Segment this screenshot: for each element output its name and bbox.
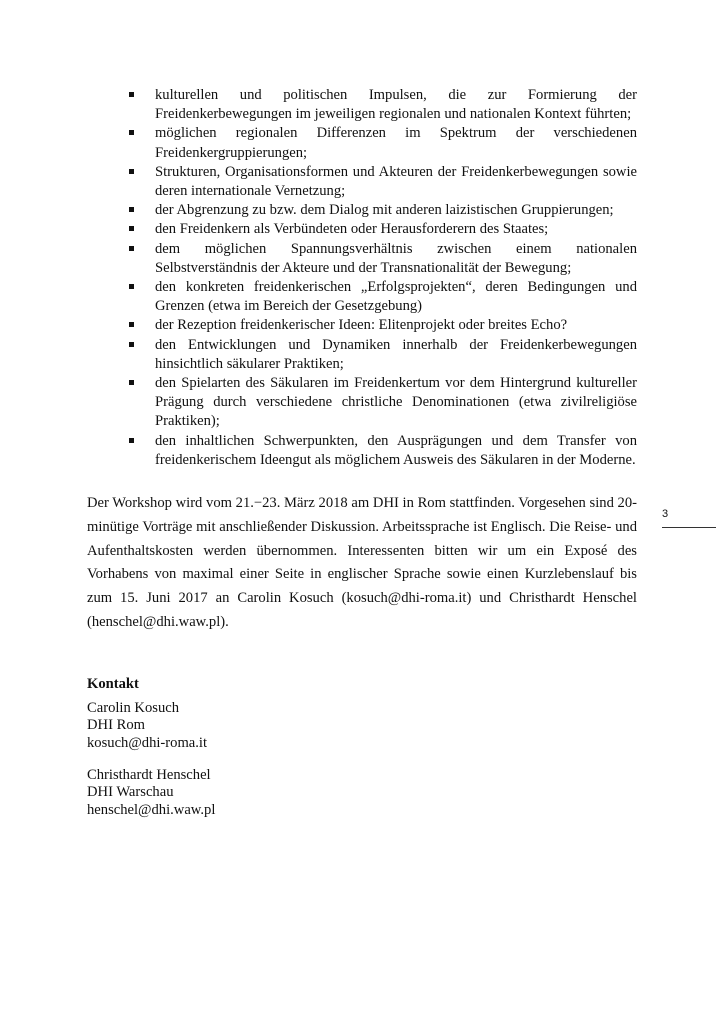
bullet-item — [127, 201, 637, 220]
square-bullet-icon — [129, 246, 134, 251]
square-bullet-icon — [129, 207, 134, 212]
square-bullet-icon — [129, 226, 134, 231]
bullet-text: den Spielarten des Säkularen im Freidenkertum vor dem Hintergrund kultureller Prägung durch verschiedene christliche Denominationen (etwa zivilreligiöse Praktiken); — [155, 375, 637, 430]
square-bullet-icon — [129, 438, 134, 443]
bullet-text: den Freidenkern als Verbündeten oder Herausforderern des Staates; — [155, 221, 549, 238]
square-bullet-icon — [129, 169, 134, 174]
bullet-text: der Abgrenzung zu bzw. dem Dialog mit anderen laizistischen Gruppierungen; — [155, 202, 614, 219]
bullet-item — [127, 124, 637, 162]
topic-bullet-list — [127, 86, 637, 470]
contact-name: Christhardt Henschel — [87, 767, 211, 783]
contact-institute: DHI Warschau — [87, 784, 174, 801]
bullet-text: Strukturen, Organisationsformen und Akteuren der Freidenkerbewegungen sowie deren internationale Vernetzung; — [155, 163, 637, 200]
page-number: 3 — [662, 508, 669, 520]
bullet-text: den konkreten freidenkerischen „Erfolgsprojekten“, deren Bedingungen und Grenzen (etwa im Bereich der Gesetzgebung) — [155, 279, 637, 315]
square-bullet-icon — [129, 342, 134, 347]
bullet-text: kulturellen und politischen Impulsen, die zur Formierung der Freidenkerbewegungen im jeweiligen regionalen und nationalen Kontext führten; — [155, 87, 637, 123]
contact-email: kosuch@dhi-roma.it — [87, 734, 208, 751]
bullet-item — [127, 278, 637, 316]
contact-email: henschel@dhi.waw.pl — [87, 801, 216, 818]
bullet-item — [127, 163, 637, 201]
contact-name: Carolin Kosuch — [87, 700, 180, 716]
bullet-text: den Entwicklungen und Dynamiken innerhalb der Freidenkerbewegungen hinsichtlich säkularer Praktiken; — [155, 336, 637, 372]
square-bullet-icon — [129, 92, 134, 97]
contact-block — [87, 700, 207, 752]
bullet-item — [127, 220, 637, 239]
square-bullet-icon — [129, 130, 134, 135]
contact-institute: DHI Rom — [87, 717, 145, 734]
bullet-item — [127, 316, 637, 335]
square-bullet-icon — [129, 284, 134, 289]
bullet-text: den inhaltlichen Schwerpunkten, den Ausprägungen und dem Transfer von freidenkerischem Ideengut als möglichem Ausweis des Säkularen in der Moderne. — [155, 432, 637, 468]
square-bullet-icon — [129, 380, 134, 385]
contact-heading: Kontakt — [87, 676, 139, 692]
bullet-text: möglichen regionalen Differenzen im Spektrum der verschiedenen Freidenkergruppierungen; — [155, 125, 637, 161]
contact-block — [87, 767, 215, 819]
page-number-rule — [662, 527, 716, 528]
bullet-item — [127, 86, 637, 124]
bullet-item — [127, 374, 637, 432]
bullet-item — [127, 240, 637, 278]
workshop-paragraph: Der Workshop wird vom 21.−23. März 2018 am DHI in Rom stattfinden. Vorgesehen sind 20-minütige Vorträge mit anschließender Diskussion. Arbeitssprache ist Englisch. Die Reise- und Aufenthaltskosten werden übernommen. Interessenten bitten wir um ein Exposé des Vorhabens von maximal einer Seite in englischer Sprache sowie einen Kurzlebenslauf bis zum 15. Juni 2017 an Carolin Kosuch (kosuch@dhi-roma.it) und Christhardt Henschel (henschel@dhi.waw.pl). — [87, 495, 637, 630]
square-bullet-icon — [129, 322, 134, 327]
bullet-text: der Rezeption freidenkerischer Ideen: Elitenprojekt oder breites Echo? — [155, 317, 568, 334]
bullet-item — [127, 432, 637, 470]
bullet-text: dem möglichen Spannungsverhältnis zwischen einem nationalen Selbstverständnis der Akteure und der Transnationalität der Bewegung; — [155, 240, 637, 276]
bullet-item — [127, 336, 637, 374]
